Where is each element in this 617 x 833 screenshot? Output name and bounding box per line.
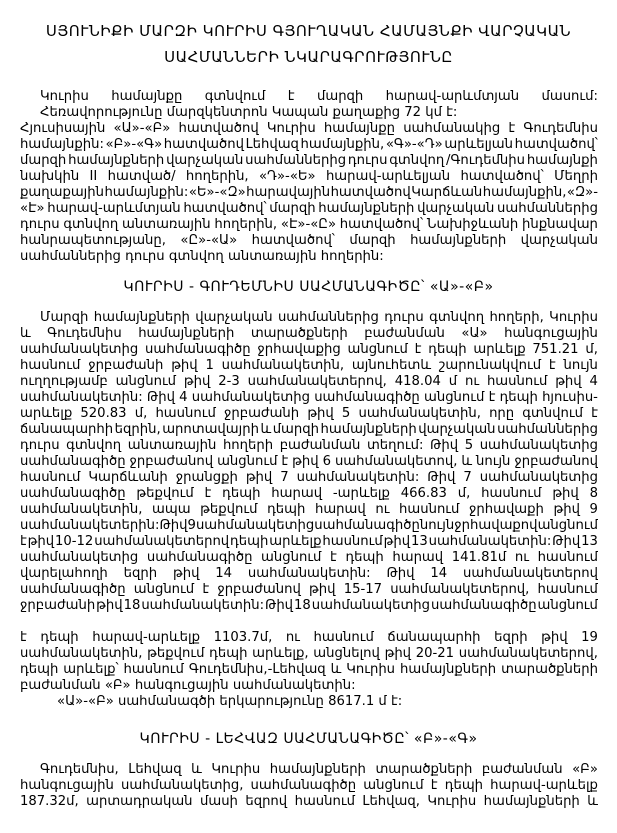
intro-line: նախկին II հատված/ հողերին, «Դ»-«Ե» հարավ-արևելյան հատվածով՝ Մեղրի bbox=[20, 169, 598, 184]
section1-line: հասնում ջրբաժանի թիվ 1 սահմանակետին, այնուհետև շարունակվում է նույն bbox=[20, 358, 598, 373]
document-title-line-1: ՍՅՈՒՆԻՔԻ ՄԱՐԶԻ ԿՈՒՐԻՍ ԳՅՈՒՂԱԿԱՆ ՀԱՄԱՅՆՔԻ ՎԱՐՉԱԿԱՆ bbox=[45, 22, 572, 40]
section1-length: «Ա»-«Բ» սահմանագծի երկարությունը 8617.1 մ է: bbox=[57, 694, 403, 709]
section1-line: հասնում Կարճևանի ջրանցքի թիվ 7 սահմանակետին: Թիվ 7 սահմանակետից bbox=[20, 470, 598, 485]
intro-line: սահմաններից դուրս գտնվող անտառային հողերին: bbox=[20, 249, 384, 264]
section1-line: սահմանագիծը ջրբաժանով անցնում է թիվ 6 սահմանակետով, և նույն ջրբաժանով bbox=[20, 454, 598, 469]
section1-line: սահմանակետին, ապա թեքվում դեպի հարավ ու հասնում ջրհավաքի թիվ 9 bbox=[20, 502, 598, 517]
section2-line: 187.32մ, արտադրական մասի եզրով հասնում Լեհվազ, Կուրիս համայնքների և bbox=[20, 794, 598, 809]
document-title-line-2: ՍԱՀՄԱՆՆԵՐԻ ՆԿԱՐԱԳՐՈՒԹՅՈՒՆԸ bbox=[164, 48, 453, 66]
section1-line: ուղղությամբ անցնում թիվ 2-3 սահմանակետերով, 418.04 մ ու հասնում թիվ 4 bbox=[20, 374, 598, 389]
section1-line: սահմանագիծը թեքվում է դեպի հարավ -արևելք 466.83 մ, հասնում թիվ 8 bbox=[20, 486, 598, 501]
intro-line: համայնքին: «Բ»-«Գ» հատվածով Լեհվազ համայնքին, «Գ»-«Դ» արևելյան հատվածով՝ bbox=[20, 137, 598, 152]
section-heading-kuris-gudemnis: ԿՈՒՐԻՍ - ԳՈՒԴԵՄՆԻՍ ՍԱՀՄԱՆԱԳԻԾԸ՝ «Ա»-«Բ» bbox=[123, 279, 494, 295]
intro-line: հանրապետությանը, «Ը»-«Ա» հատվածով՝ մարզի համայնքների վարչական bbox=[20, 233, 598, 248]
intro-line: «Է» հարավ-արևմտյան հատվածով՝ մարզի համայնքների վարչական սահմաններից bbox=[20, 201, 598, 216]
section1-line: դեպի արևելք՝ հասնում Գուդեմնիս,-Լեհվազ և Կուրիս համայնքների տարածքների bbox=[20, 662, 598, 677]
section1-line: է թիվ 10-12 սահմանակետերով դեպի արևելք հասնում թիվ 13 սահմանակետին: Թիվ 13 bbox=[20, 534, 598, 549]
intro-line: Հյուսիսային «Ա»-«Բ» հատվածով Կուրիս համայնքը սահմանակից է Գուդեմնիս bbox=[20, 121, 598, 136]
intro-line: դուրս գտնվող անտառային հողերին, «Է»-«Ը» հատվածով՝ Նախիջևանի ինքնավար bbox=[20, 217, 598, 232]
section1-line: է դեպի հարավ-արևելք 1103.7մ, ու հասնում ճանապարհի եզրի թիվ 19 bbox=[20, 630, 598, 645]
section1-line: Մարզի համայնքների վարչական սահմաններից դուրս գտնվող հողերի, Կուրիս bbox=[40, 310, 598, 325]
section1-line: արևելք 520.83 մ, հասնում ջրբաժանի թիվ 5 սահմանակետին, որը գտնվում է bbox=[20, 406, 598, 421]
section1-line: սահմանակետից սահմանագիծը անցնում է դեպի հարավ 141.81մ ու հասնում bbox=[20, 550, 598, 565]
section2-line: հանգուցային սահմանակետից, սահմանագիծը անցնում է դեպի հարավ-արևելք bbox=[20, 778, 598, 793]
section1-line: և Գուդեմնիս համայնքների տարածքների բաժանման «Ա» հանգուցային bbox=[20, 326, 598, 341]
section2-line: Գուդեմնիս, Լեհվազ և Կուրիս համայնքների տարածքների բաժանման «Բ» bbox=[40, 762, 598, 777]
intro-line: Հեռավորությունը մարզկենտրոն Կապան քաղաքից 72 կմ է: bbox=[40, 105, 458, 120]
section1-line: սահմանակետին: Թիվ 4 սահմանակետից սահմանագիծը անցնում է դեպի հյուսիս- bbox=[20, 390, 598, 405]
section1-line: դուրս գտնվող անտառային հողերի բաժանման տեղում: Թիվ 5 սահմանակետից bbox=[20, 438, 598, 453]
section1-line: սահմանակետերին: Թիվ 9 սահմանակետից սահմանագիծը նույն ջրհավաքով անցնում bbox=[20, 518, 598, 533]
section1-line: սահմանակետին, թեքվում դեպի արևելք, անցնելով թիվ 20-21 սահմանակետերով, bbox=[20, 646, 598, 661]
intro-line: քաղաքային համայնքին: «Ե»-«Զ» հարավային հատվածով Կարճևան համայնքին, «Զ»- bbox=[20, 185, 598, 200]
section1-line: վարելահողի եզրի թիվ 14 սահմանակետին: Թիվ 14 սահմանակետերով bbox=[20, 566, 598, 581]
section1-line: սահմանակետից սահմանագիծը ջրհավաքից անցնում է դեպի արևելք 751.21 մ, bbox=[20, 342, 598, 357]
section1-line: ճանապարհի եզրին, արոտավայրի և մարզի համայնքների վարչական սահմաններից bbox=[20, 422, 598, 437]
section1-line: ջրբաժանի թիվ 18 սահմանակետին: Թիվ 18 սահմանակետից սահմանագիծը անցնում bbox=[20, 598, 598, 613]
section-heading-kuris-lehvaz: ԿՈՒՐԻՍ - ԼԵՀՎԱԶ ՍԱՀՄԱՆԱԳԻԾԸ՝ «Բ»-«Գ» bbox=[139, 731, 478, 747]
intro-line: մարզի համայնքների վարչական սահմաններից դուրս գտնվող /Գուդեմնիս համայնքի bbox=[20, 153, 598, 168]
intro-line: Կուրիս համայնքը գտնվում է մարզի հարավ-արևմտյան մասում: bbox=[40, 89, 598, 104]
section1-line: բաժանման «Բ» հանգուցային սահմանակետին: bbox=[20, 678, 356, 693]
section1-line: սահմանագիծը անցնում է ջրբաժանով թիվ 15-17 սահմանակետերով, հասնում bbox=[20, 582, 598, 597]
